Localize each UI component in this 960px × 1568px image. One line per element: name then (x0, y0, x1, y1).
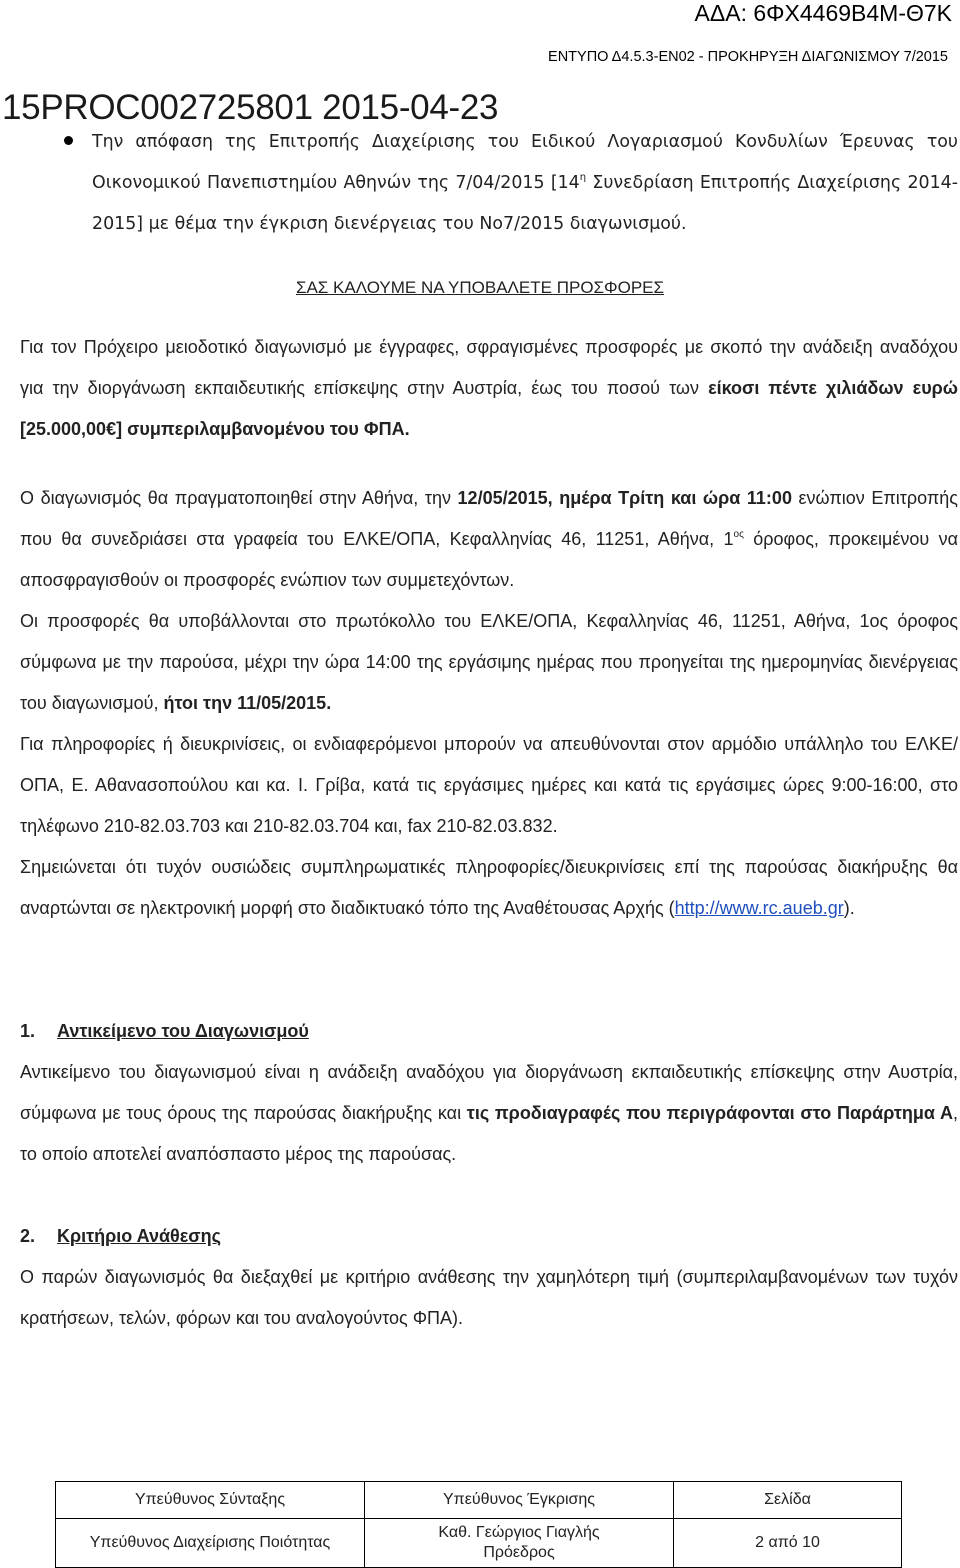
footer-table (55, 1481, 902, 1568)
call-heading: ΣΑΣ ΚΑΛΟΥΜΕ ΝΑ ΥΠΟΒΑΛΕΤΕ ΠΡΟΣΦΟΡΕΣ (295, 278, 665, 297)
footer-page-number: 2 από 10 (674, 1519, 902, 1568)
paragraph-tender-date: Ο διαγωνισμός θα πραγματοποιηθεί στην Αθήνα, την 12/05/2015, ημέρα Τρίτη και ώρα 11:00 ενώπιον Επιτροπής που θα συνεδριάσει στα γραφεία του ΕΛΚΕ/ΟΠΑ, Κεφαλληνίας 46, 11251, Αθήνα, $1^{o\varsigma}$ όροφος, προκειμένου να αποσφραγισθούν οι προσφορές ενώπιον των συμμετεχόντων. (20, 488, 958, 590)
footer-author-label: Υπεύθυνος Σύνταξης (56, 1482, 365, 1519)
intro-paragraph: Την απόφαση της Επιτροπής Διαχείρισης του Ειδικού Λογαριασμού Κονδυλίων Έρευνας του Οικονομικού Πανεπιστημίου Αθηνών της 7/04/2015 [$14^\eta$ Συνεδρίαση Επιτροπής Διαχείρισης 2014-2015] με θέμα την έγκριση διενέργειας του Νο7/2015 διαγωνισμού. (92, 132, 958, 234)
paragraph-tender: Για τον Πρόχειρο μειοδοτικό διαγωνισμό με έγγραφες, σφραγισμένες προσφορές με σκοπό την ανάδειξη αναδόχου για την διοργάνωση εκπαιδευτικής επίσκεψης στην Αυστρία, έως του ποσού των είκοσι πέντε χιλιάδων ευρώ [25.000,00€] συμπεριλαμβανομένου του ΦΠΑ. (20, 337, 959, 439)
section-2-body: Ο παρών διαγωνισμός θα διεξαχθεί με κριτήριο ανάθεσης την χαμηλότερη τιμή (συμπεριλαμβανομένων των τυχόν κρατήσεων, τελών, φόρων και του αναλογούντος ΦΠΑ). (20, 1267, 958, 1328)
ada-code: ΑΔΑ: 6ΦΧ4469Β4Μ-Θ7Κ (694, 0, 952, 26)
paragraph-submission: Οι προσφορές θα υποβάλλονται στο πρωτόκολλο του ΕΛΚΕ/ΟΠΑ, Κεφαλληνίας 46, 11251, Αθήνα, 1ος όροφος σύμφωνα με την παρούσα, μέχρι την ώρα 14:00 της εργάσιμης ημέρας που προηγείται της ημερομηνίας διενέργειας του διαγωνισμού, ήτοι την 11/05/2015. (20, 611, 958, 713)
paragraph-notice: Σημειώνεται ότι τυχόν ουσιώδεις συμπληρωματικές πληροφορίες/διευκρινίσεις επί της παρούσας διακήρυξης θα αναρτώνται σε ηλεκτρονική μορφή στο διαδικτυακό τόπο της Αναθέτουσας Αρχής (http://www.rc.aueb.gr). (20, 857, 958, 918)
section-1-body: Αντικείμενο του διαγωνισμού είναι η ανάδειξη αναδόχου για διοργάνωση εκπαιδευτικής επίσκεψης στην Αυστρία, σύμφωνα με τους όρους της παρούσας διακήρυξης και τις προδιαγραφές που περιγράφονται στο Παράρτημα Α, το οποίο αποτελεί αναπόσπαστο μέρος της παρούσας. (20, 1062, 959, 1164)
footer-page-label: Σελίδα (674, 1482, 902, 1519)
paragraph-contact: Για πληροφορίες ή διευκρινίσεις, οι ενδιαφερόμενοι μπορούν να απευθύνονται στον αρμόδιο υπάλληλο του ΕΛΚΕ/ΟΠΑ, Ε. Αθανασοπούλου και κα. Ι. Γρίβα, κατά τις εργάσιμες ημέρες και κατά τις εργάσιμες ώρες 9:00-16:00, στο τηλέφωνο 210-82.03.703 και 210-82.03.704 και, fax 210-82.03.832. (20, 734, 958, 836)
bullet-icon (64, 136, 73, 145)
footer-quality-manager: Υπεύθυνος Διαχείρισης Ποιότητας (56, 1519, 365, 1568)
section-2-title: 2. Κριτήριο Ανάθεσης (20, 1226, 221, 1246)
footer-approval-label: Υπεύθυνος Έγκρισης (365, 1482, 674, 1519)
section-1-title: 1. Αντικείμενο του Διαγωνισμού (20, 1021, 309, 1041)
footer-approver: Καθ. Γεώργιος Γιαγλής Πρόεδρος (365, 1519, 674, 1568)
form-code: ΕΝΤΥΠΟ Δ4.5.3-ΕΝ02 - ΠΡΟΚΗΡΥΞΗ ΔΙΑΓΩΝΙΣΜΟΥ 7/2015 (548, 49, 948, 65)
protocol-watermark: 15PROC002725801 2015-04-23 (2, 88, 499, 127)
website-link[interactable]: http://www.rc.aueb.gr (674, 898, 844, 918)
